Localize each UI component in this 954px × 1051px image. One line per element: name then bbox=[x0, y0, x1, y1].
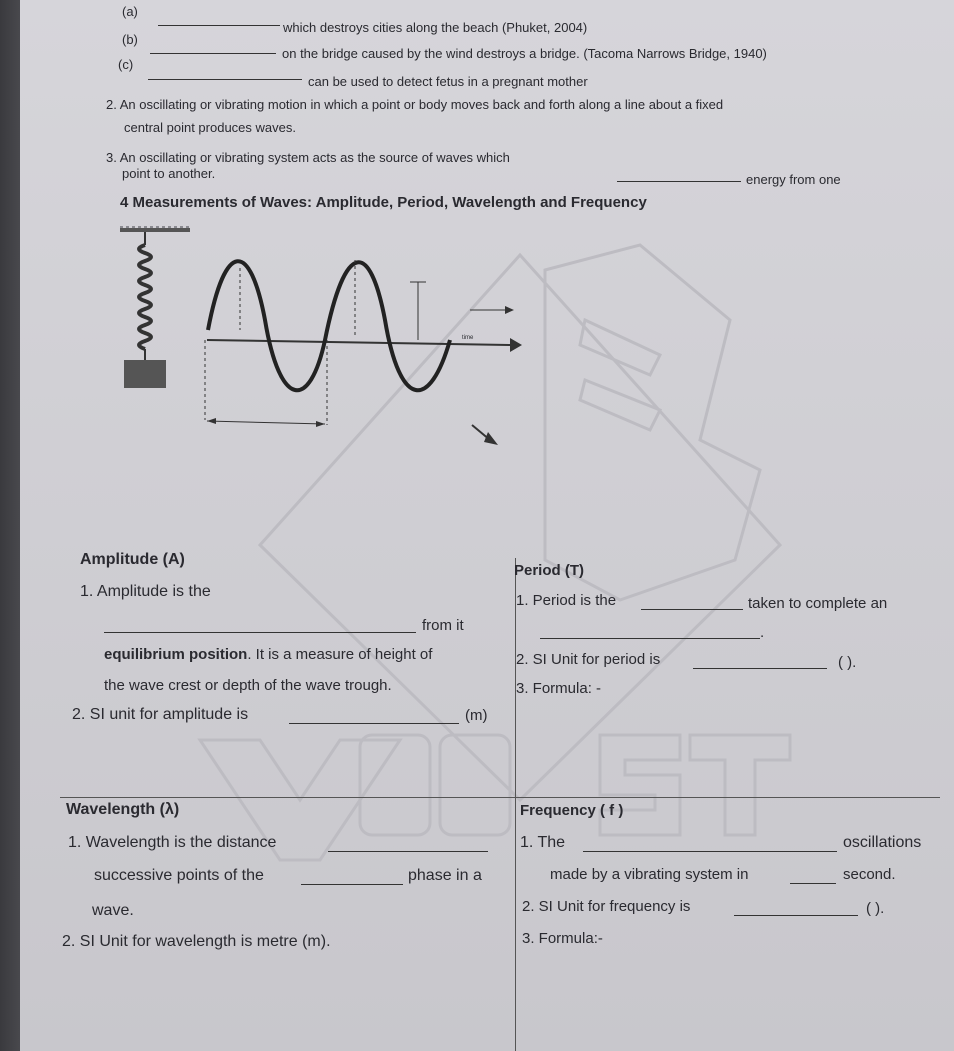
q1a-blank[interactable] bbox=[158, 24, 280, 26]
table-divider-vertical bbox=[515, 558, 516, 1051]
wavelength-line1: 1. Wavelength is the distance bbox=[68, 834, 277, 851]
watermark-logo bbox=[200, 245, 790, 860]
q1c-text: can be used to detect fetus in a pregnant mother bbox=[308, 74, 588, 89]
q1b-text: on the bridge caused by the wind destroys a bridge. (Tacoma Narrows Bridge, 1940) bbox=[282, 46, 767, 61]
amplitude-line2: from it bbox=[422, 617, 464, 634]
period-line3a: 2. SI Unit for period is bbox=[516, 651, 661, 668]
frequency-heading: Frequency ( f ) bbox=[520, 802, 624, 819]
q3-line1b: energy from one bbox=[746, 172, 841, 187]
amplitude-line3: equilibrium position. It is a measure of height of bbox=[104, 646, 433, 663]
amplitude-line5a: 2. SI unit for amplitude is bbox=[72, 706, 249, 723]
q2-line1: 2. An oscillating or vibrating motion in which a point or body moves back and forth along a line about a fixed bbox=[106, 97, 724, 112]
amplitude-line1: 1. Amplitude is the bbox=[80, 583, 211, 600]
amplitude-blank-1[interactable] bbox=[104, 631, 416, 633]
frequency-line3a: 2. SI Unit for frequency is bbox=[522, 898, 691, 915]
frequency-blank-3[interactable] bbox=[734, 914, 858, 916]
q1b-blank[interactable] bbox=[150, 52, 276, 54]
q1a-label: (a) bbox=[122, 4, 138, 19]
q1b-label: (b) bbox=[122, 32, 138, 47]
q2-line2: central point produces waves. bbox=[124, 120, 296, 135]
period-line1a: 1. Period is the bbox=[516, 592, 617, 609]
period-line3b: ( ). bbox=[838, 654, 857, 671]
amplitude-blank-2[interactable] bbox=[289, 722, 459, 724]
q1c-blank[interactable] bbox=[148, 78, 302, 80]
wave-diagram bbox=[205, 260, 522, 445]
wavelength-blank-1[interactable] bbox=[328, 850, 488, 852]
wavelength-line2b: phase in a bbox=[408, 867, 482, 884]
frequency-line3b: ( ). bbox=[866, 900, 885, 917]
period-blank-2[interactable] bbox=[540, 637, 760, 639]
wavelength-line2a: successive points of the bbox=[94, 867, 264, 884]
period-line1b: taken to complete an bbox=[748, 595, 888, 612]
wavelength-heading: Wavelength (λ) bbox=[66, 801, 180, 818]
frequency-line2a: made by a vibrating system in bbox=[550, 866, 749, 883]
q1c-label: (c) bbox=[118, 57, 134, 72]
section-title: 4 Measurements of Waves: Amplitude, Period, Wavelength and Frequency bbox=[120, 194, 647, 211]
frequency-blank-2[interactable] bbox=[790, 882, 836, 884]
spring-mass-icon bbox=[120, 227, 190, 388]
frequency-line2b: second. bbox=[843, 866, 896, 883]
period-heading: Period (T) bbox=[514, 562, 584, 579]
period-blank-3[interactable] bbox=[693, 667, 827, 669]
frequency-blank-1[interactable] bbox=[583, 850, 837, 852]
q1a-text: which destroys cities along the beach (Phuket, 2004) bbox=[283, 20, 588, 35]
amplitude-line4: the wave crest or depth of the wave trough. bbox=[104, 677, 392, 694]
table-divider-horizontal bbox=[60, 797, 940, 798]
q3-line1a: 3. An oscillating or vibrating system acts as the source of waves which bbox=[106, 150, 510, 165]
q3-blank[interactable] bbox=[617, 180, 741, 182]
amplitude-line5b: (m) bbox=[465, 707, 488, 724]
frequency-line1a: 1. The bbox=[520, 834, 566, 851]
period-line4: 3. Formula: - bbox=[516, 680, 602, 697]
q3-line2: point to another. bbox=[122, 166, 216, 181]
wavelength-blank-2[interactable] bbox=[301, 883, 403, 885]
wavelength-line4: 2. SI Unit for wavelength is metre (m). bbox=[62, 933, 331, 950]
frequency-line1b: oscillations bbox=[843, 834, 922, 851]
time-axis-label: time bbox=[462, 335, 474, 341]
amplitude-heading: Amplitude (A) bbox=[80, 551, 185, 568]
frequency-line4: 3. Formula:- bbox=[522, 930, 603, 947]
wavelength-line3: wave. bbox=[92, 902, 134, 919]
period-blank-1[interactable] bbox=[641, 608, 743, 610]
period-line2: . bbox=[760, 624, 765, 641]
